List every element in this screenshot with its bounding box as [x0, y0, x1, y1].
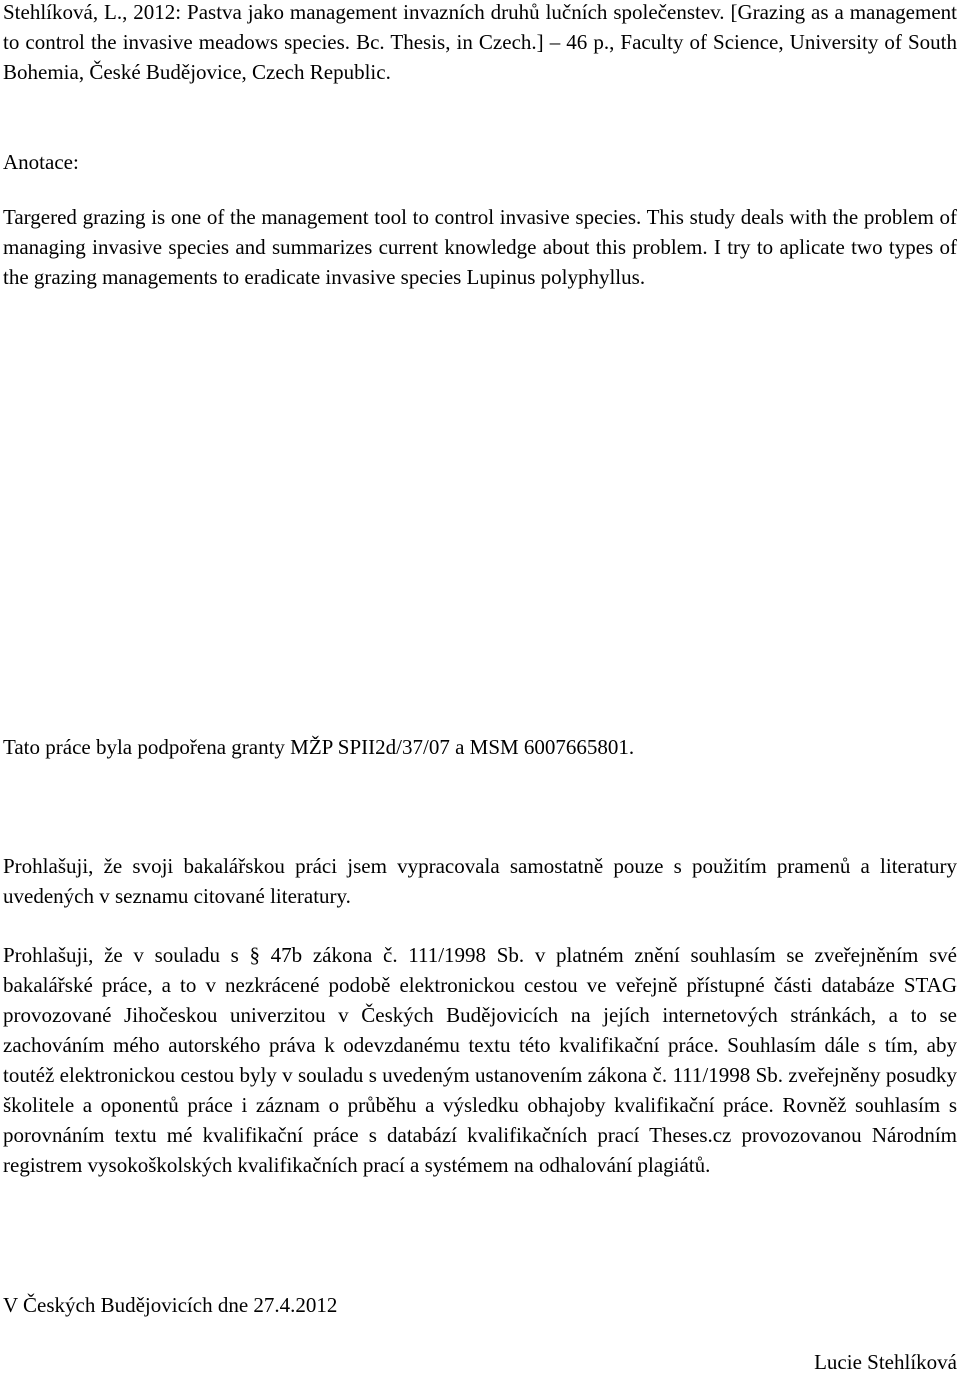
author-signature: Lucie Stehlíková: [814, 1350, 957, 1374]
bibliographic-citation: Stehlíková, L., 2012: Pastva jako management invazních druhů lučních společenstev. [Grazing as a management to control the invasive meadows species. Bc. Thesis, in Czech.] – 46 p., Faculty of Science, University of South Bohemia, České Budějovice, Czech Republic.: [3, 0, 957, 84]
publication-consent-declaration: Prohlašuji, že v souladu s § 47b zákona č. 111/1998 Sb. v platném znění souhlasím se zveřejněním své bakalářské práce, a to v nezkrácené podobě elektronickou cestou ve veřejně přístupné části databáze STAG provozované Jihočeskou univerzitou v Českých Budějovicích na jejích internetových stránkách, a to se zachováním mého autorského práva k odevzdanému textu této kvalifikační práce. Souhlasím dále s tím, aby toutéž elektronickou cestou byly v souladu s uvedeným ustanovením zákona č. 111/1998 Sb. zveřejněny posudky školitele a oponentů práce i záznam o průběhu a výsledku obhajoby kvalifikační práce. Rovněž souhlasím s porovnáním textu mé kvalifikační práce s databází kvalifikačních prací Theses.cz provozovanou Národním registrem vysokoškolských kvalifikačních prací a systémem na odhalování plagiátů.: [3, 943, 957, 1177]
abstract-paragraph: Targered grazing is one of the management tool to control invasive species. This study deals with the problem of managing invasive species and summarizes current knowledge about this problem. I try to aplicate two types of the grazing managements to eradicate invasive species Lupinus polyphyllus.: [3, 205, 957, 289]
annotation-heading: Anotace:: [3, 150, 79, 174]
authorship-declaration: Prohlašuji, že svoji bakalářskou práci jsem vypracovala samostatně pouze s použitím pramenů a literatury uvedených v seznamu citované literatury.: [3, 854, 957, 908]
place-and-date: V Českých Budějovicích dne 27.4.2012: [3, 1293, 338, 1317]
grant-acknowledgement: Tato práce byla podpořena granty MŽP SPII2d/37/07 a MSM 6007665801.: [3, 735, 635, 759]
